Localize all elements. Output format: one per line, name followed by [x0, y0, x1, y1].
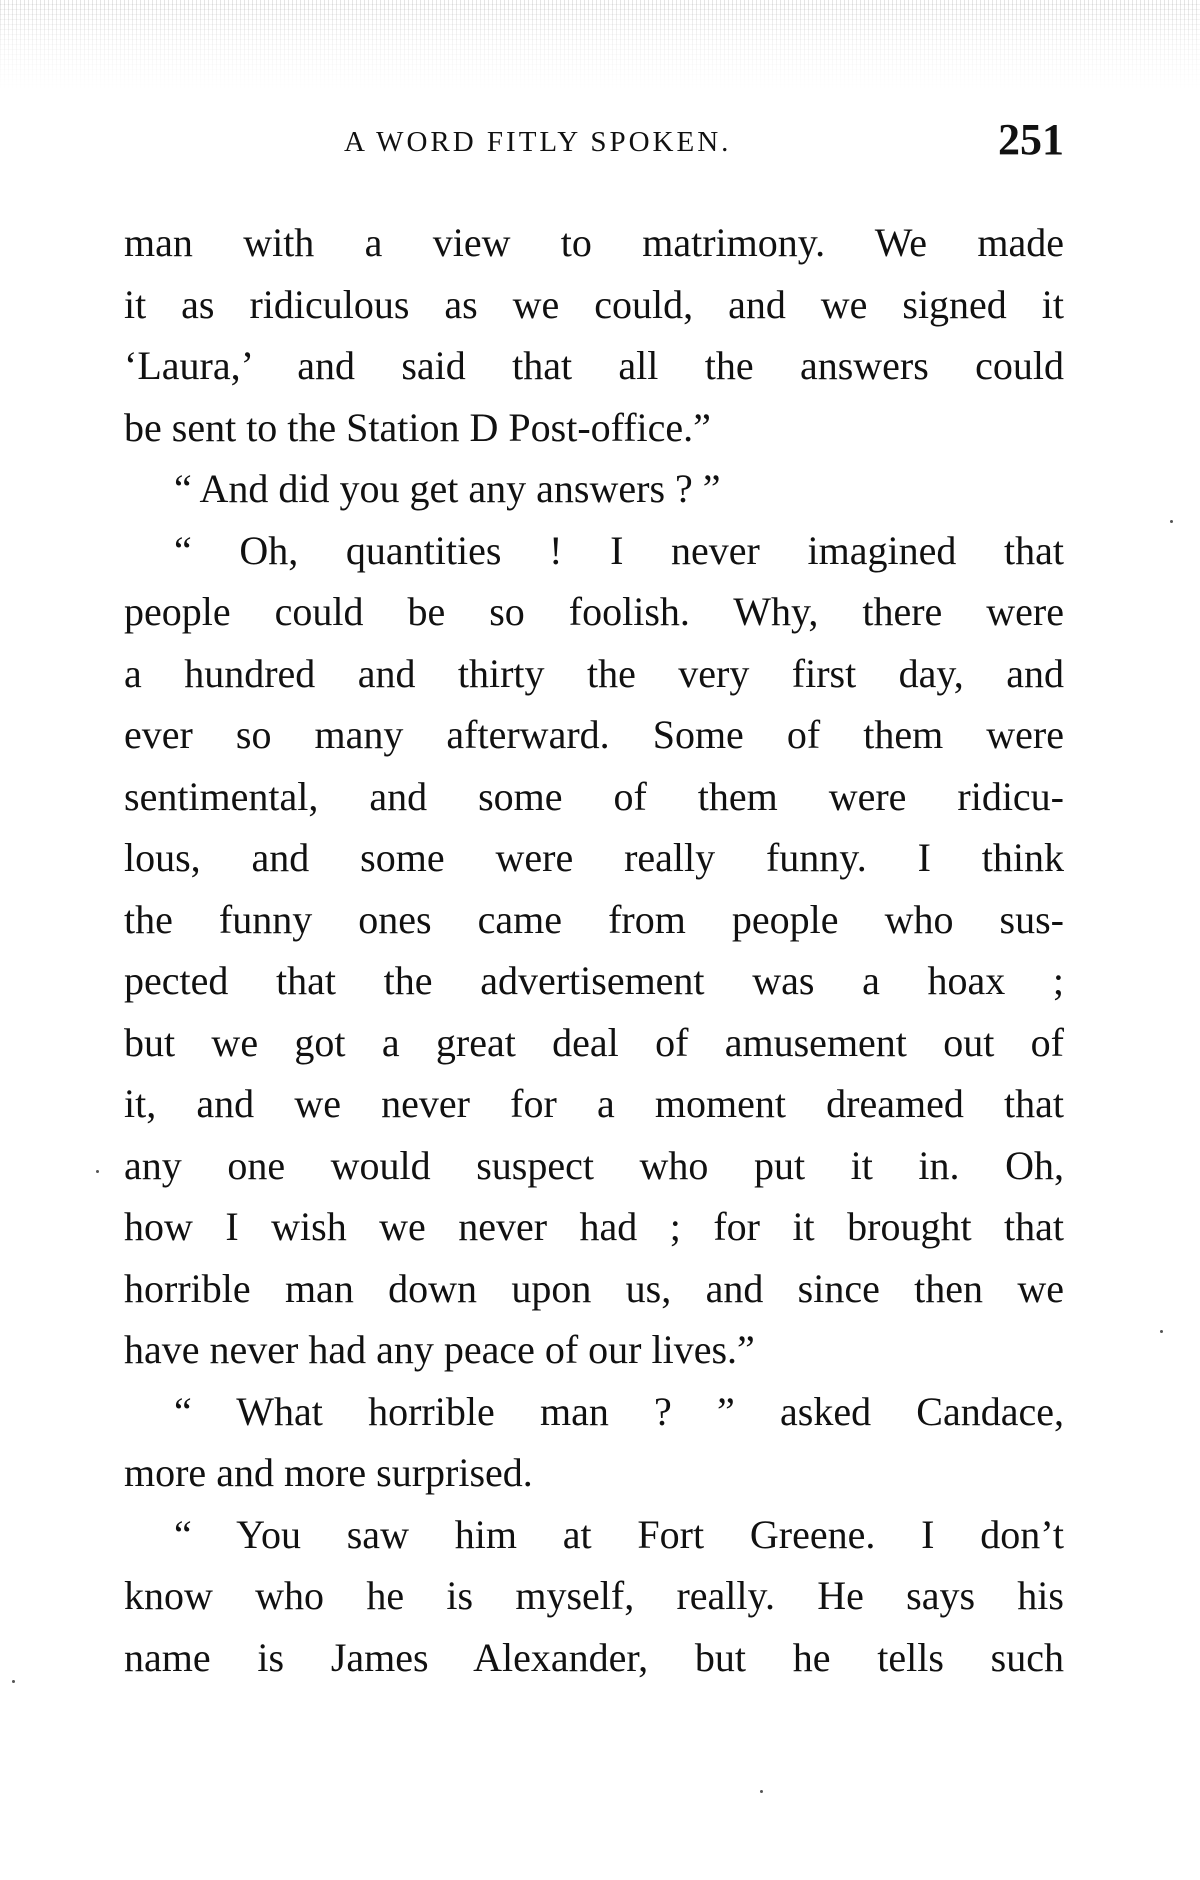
page-body [124, 212, 1064, 1688]
text-line: any one would suspect who put it in. Oh, [124, 1142, 1064, 1188]
text-line: “ Oh, quantities ! I never imagined that [174, 527, 1064, 573]
text-line: name is James Alexander, but he tells such [124, 1634, 1064, 1680]
running-title: A WORD FITLY SPOKEN. [344, 126, 732, 158]
text-line: more and more surprised. [124, 1450, 533, 1495]
text-line: have never had any peace of our lives.” [124, 1327, 755, 1372]
scan-speck [1160, 1330, 1163, 1333]
text-line: sentimental, and some of them were ridicu- [124, 773, 1064, 819]
text-line: be sent to the Station D Post-office.” [124, 404, 711, 450]
text-line: pected that the advertisement was a hoax ; [124, 958, 1064, 1003]
text-line: people could be so foolish. Why, there were [124, 589, 1064, 634]
text-line: “ And did you get any answers ? ” [174, 466, 721, 511]
text-line: lous, and some were really funny. I think [124, 835, 1064, 880]
page-number: 251 [998, 115, 1064, 164]
page-header [124, 112, 1064, 172]
scan-speck [760, 1790, 763, 1793]
scan-noise [0, 0, 1200, 90]
text-line: ever so many afterward. Some of them were [124, 712, 1064, 757]
text-line: it, and we never for a moment dreamed that [124, 1081, 1064, 1126]
scan-speck [96, 1170, 99, 1173]
text-line: the funny ones came from people who sus- [124, 896, 1064, 942]
text-line: “ What horrible man ? ” asked Candace, [174, 1388, 1064, 1434]
text-line: “ You saw him at Fort Greene. I don’t [174, 1511, 1064, 1557]
scan-speck [1170, 520, 1173, 523]
text-line: know who he is myself, really. He says his [124, 1573, 1064, 1618]
text-line: but we got a great deal of amusement out of [124, 1019, 1064, 1065]
text-line: how I wish we never had ; for it brought that [124, 1204, 1064, 1249]
text-line: man with a view to matrimony. We made [124, 220, 1064, 265]
text-line: ‘Laura,’ and said that all the answers could [124, 343, 1064, 388]
text-line: a hundred and thirty the very first day, and [124, 650, 1064, 696]
text-line: it as ridiculous as we could, and we signed it [124, 281, 1064, 327]
scan-speck [12, 1680, 15, 1683]
text-line: horrible man down upon us, and since then we [124, 1265, 1064, 1311]
